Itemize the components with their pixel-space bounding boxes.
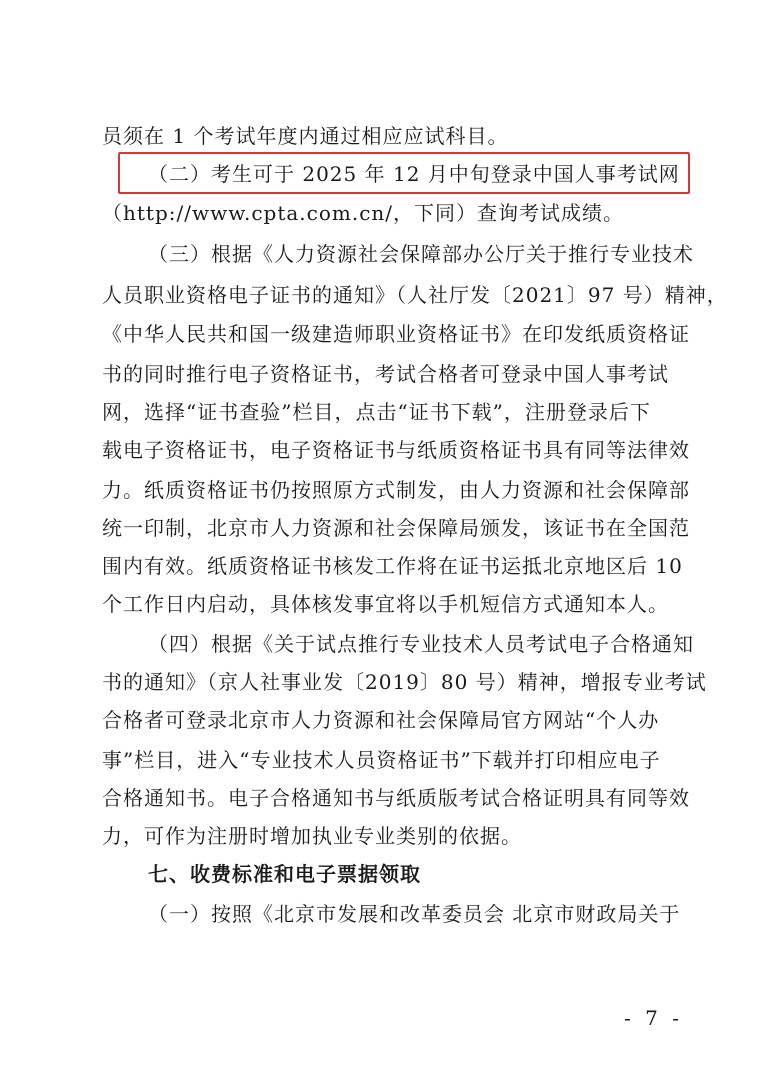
text-line-2-highlighted: （二）考生可于 2025 年 12 月中旬登录中国人事考试网 <box>148 162 680 186</box>
text-line-16: 合格者可登录北京市人力资源和社会保障局官方网站“个人办 <box>102 708 660 732</box>
text-line-10: 力。纸质资格证书仍按照原方式制发，由人力资源和社会保障部 <box>102 478 690 502</box>
text-line-5: 人员职业资格电子证书的通知》（人社厅发〔2021〕97 号）精神， <box>102 283 728 307</box>
text-line-7: 书的同时推行电子资格证书，考试合格者可登录中国人事考试 <box>102 362 669 386</box>
text-line-1: 员须在 1 个考试年度内通过相应应试科目。 <box>102 124 509 148</box>
text-line-6: 《中华人民共和国一级建造师职业资格证书》在印发纸质资格证 <box>102 322 690 346</box>
text-line-15: 书的通知》（京人社事业发〔2019〕80 号）精神，增报专业考试 <box>102 670 707 694</box>
text-line-3: （http://www.cpta.com.cn/，下同）查询考试成绩。 <box>102 201 625 225</box>
text-line-8: 网，选择“证书查验”栏目，点击“证书下载”，注册登录后下 <box>102 400 651 424</box>
text-line-12: 围内有效。纸质资格证书核发工作将在证书运抵北京地区后 10 <box>102 554 683 578</box>
text-line-4: （三）根据《人力资源社会保障部办公厅关于推行专业技术 <box>148 242 694 266</box>
text-line-21: （一）按照《北京市发展和改革委员会 北京市财政局关于 <box>148 902 681 926</box>
text-line-19: 力，可作为注册时增加执业专业类别的依据。 <box>102 824 522 848</box>
text-line-18: 合格通知书。电子合格通知书与纸质版考试合格证明具有同等效 <box>102 786 690 810</box>
text-line-9: 载电子资格证书，电子资格证书与纸质资格证书具有同等法律效 <box>102 438 690 462</box>
text-line-11: 统一印制，北京市人力资源和社会保障局颁发，该证书在全国范 <box>102 516 690 540</box>
page-number: - 7 - <box>624 1006 683 1030</box>
text-line-17: 事”栏目，进入“专业技术人员资格证书”下载并打印相应电子 <box>102 748 661 772</box>
text-line-14: （四）根据《关于试点推行专业技术人员考试电子合格通知 <box>148 632 694 656</box>
text-line-13: 个工作日内启动，具体核发事宜将以手机短信方式通知本人。 <box>102 592 669 616</box>
section-heading: 七、收费标准和电子票据领取 <box>148 862 421 886</box>
